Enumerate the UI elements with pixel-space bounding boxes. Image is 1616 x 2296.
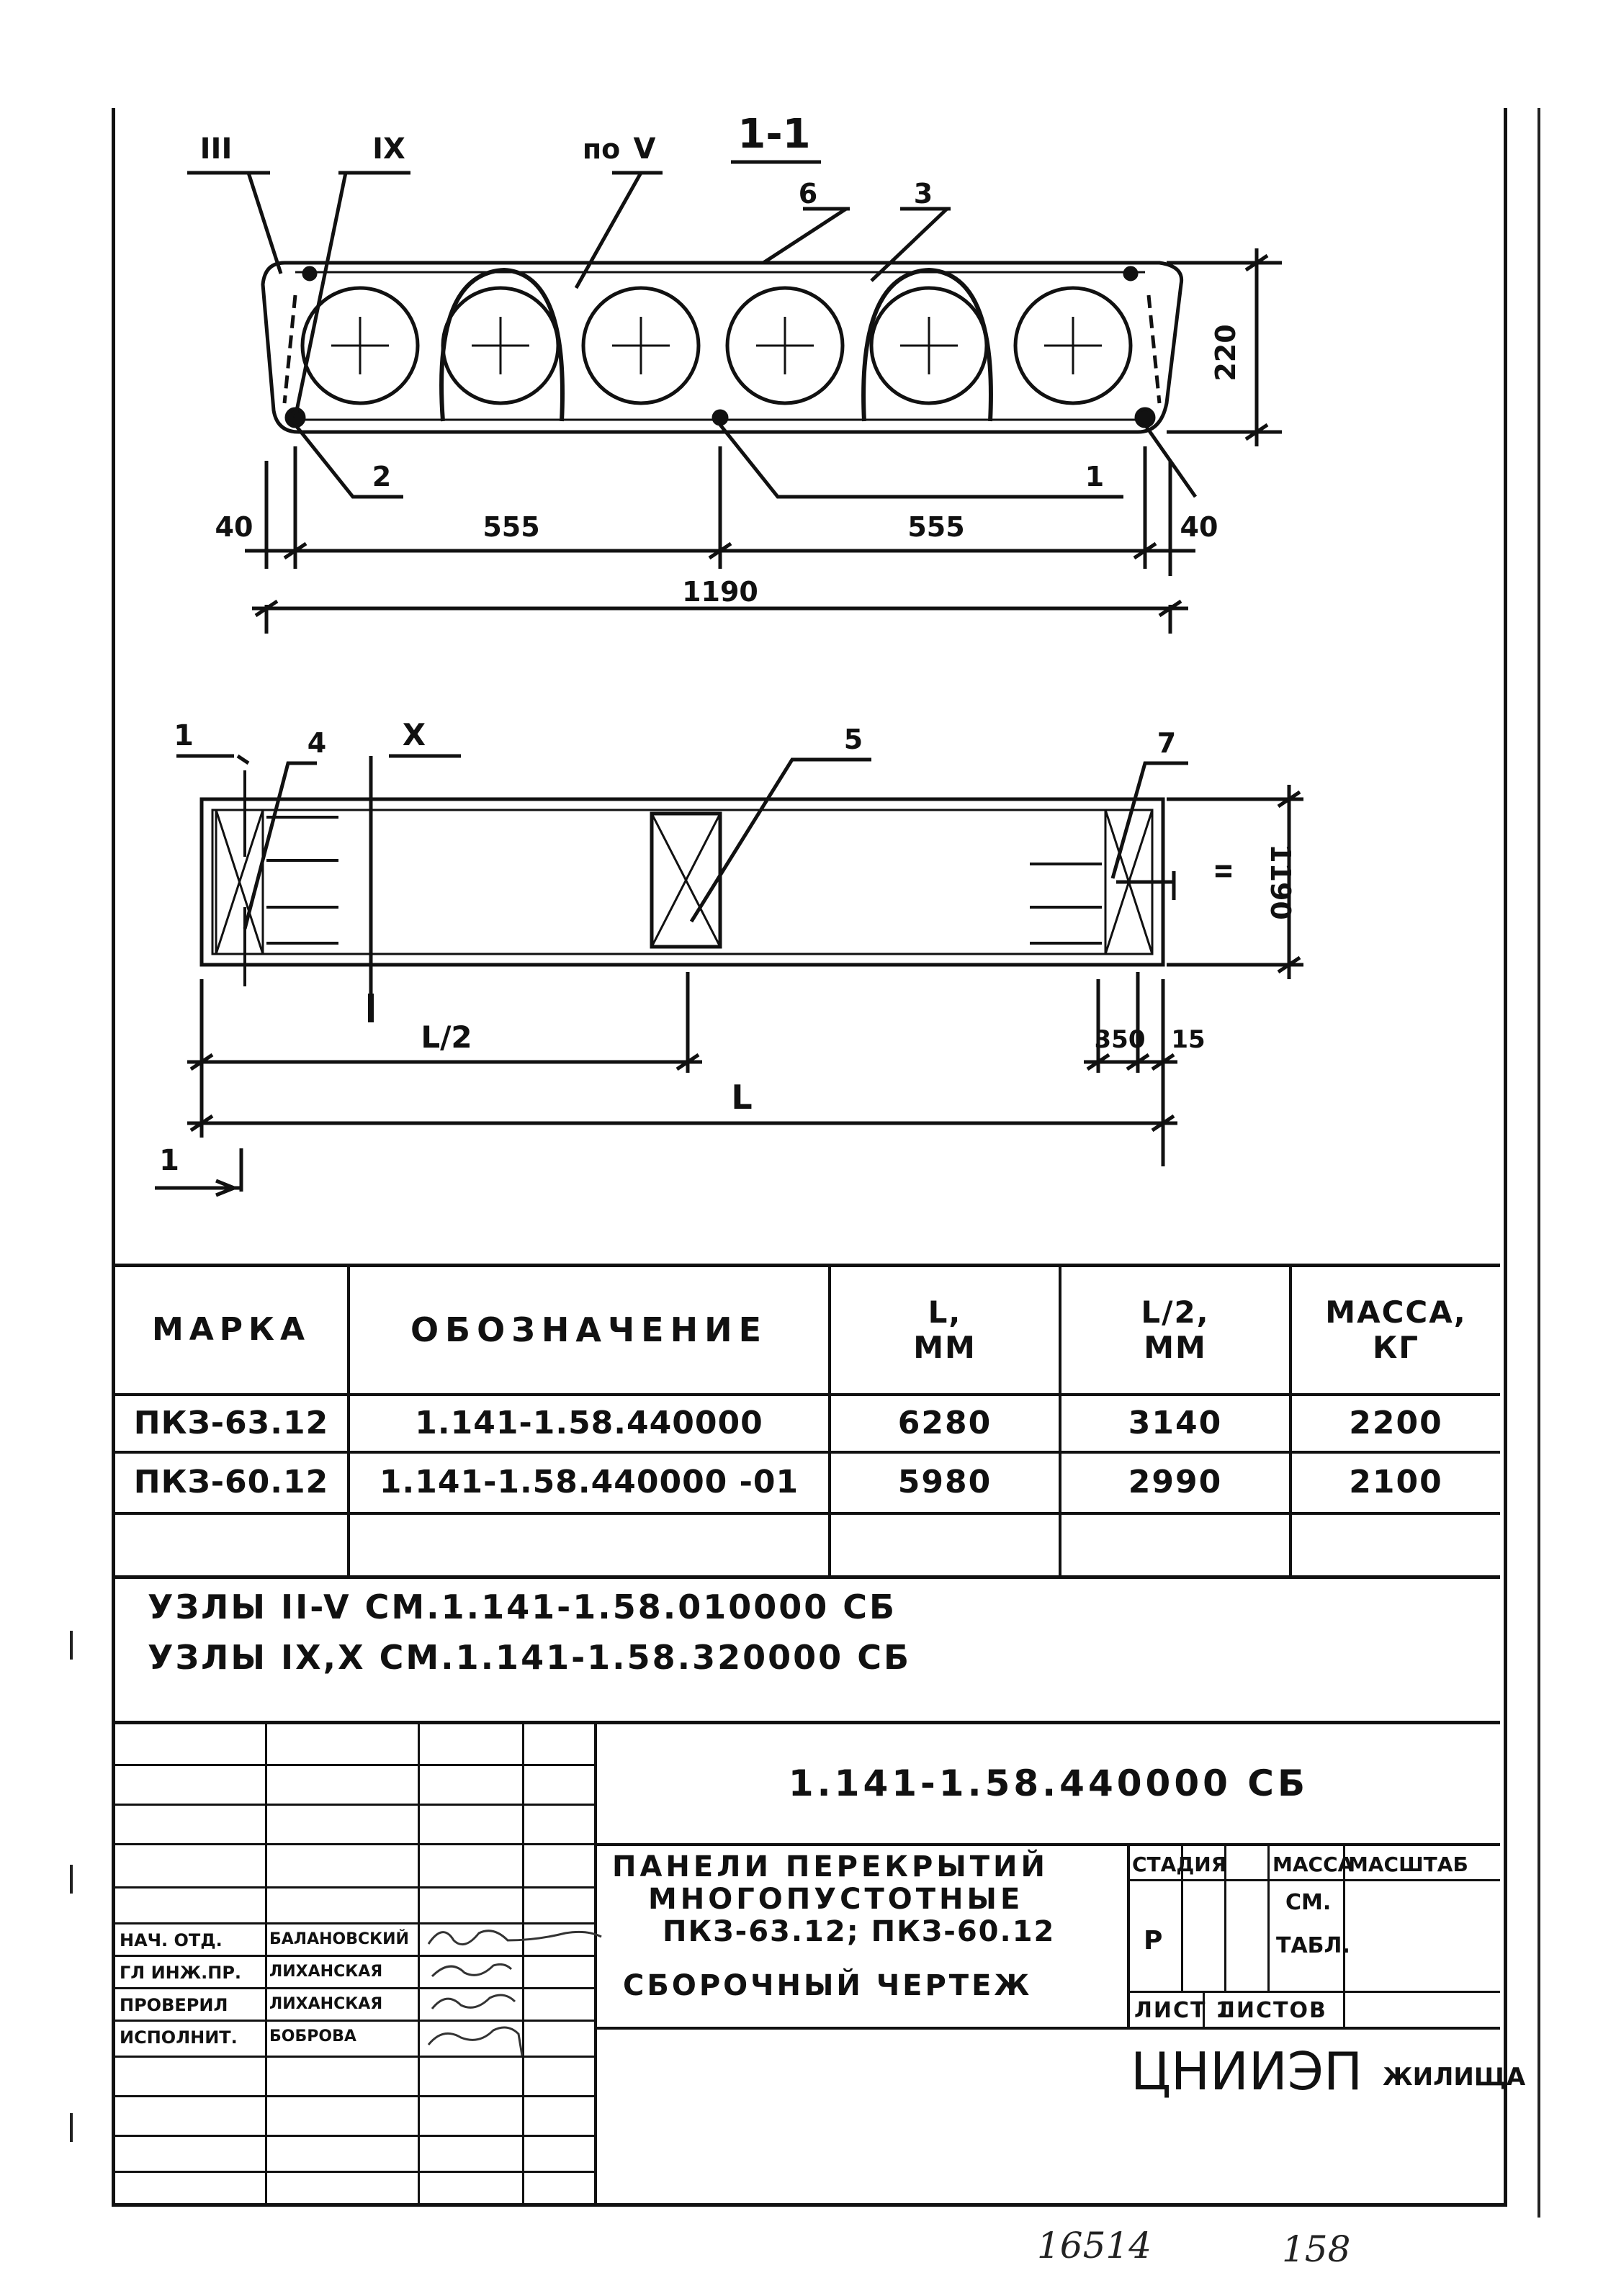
organization-suffix: ЖИЛИЩА xyxy=(1383,2063,1526,2092)
position-4-label: 4 xyxy=(307,727,327,759)
dim-plan-width: 1190 xyxy=(1265,844,1296,920)
header-half-length: L/2, ММ xyxy=(1141,1295,1210,1365)
sheets-label: ЛИСТОВ xyxy=(1217,1998,1327,2023)
title-line-4: СБОРОЧНЫЙ ЧЕРТЕЖ xyxy=(623,1969,1033,2002)
node-iii-label: III xyxy=(199,132,233,166)
node-v-prefix: по xyxy=(582,133,621,165)
cut-mark-top: 1 xyxy=(174,719,194,752)
title-block xyxy=(115,1721,1526,2207)
section-mark: 1-1 xyxy=(737,111,811,158)
page-number: 158 xyxy=(1282,2228,1351,2270)
table-cell: ПКЗ-60.12 xyxy=(133,1464,329,1501)
dim-length: L xyxy=(731,1078,753,1117)
position-1-label: 1 xyxy=(1085,461,1105,492)
staff-role: НАЧ. ОТД. xyxy=(120,1930,223,1950)
inventory-number: 16514 xyxy=(1037,2225,1152,2266)
table-cell: 3140 xyxy=(1128,1404,1223,1441)
mass-value-2: ТАБЛ. xyxy=(1276,1933,1350,1958)
mass-value-1: СМ. xyxy=(1285,1890,1332,1915)
table-cell: 2200 xyxy=(1349,1404,1443,1441)
position-5-label: 5 xyxy=(843,724,863,755)
table-cell: 2100 xyxy=(1349,1464,1443,1501)
dim-half-right: 555 xyxy=(907,511,965,543)
staff-role: ПРОВЕРИЛ xyxy=(120,1995,228,2015)
dim-end-350: 350 xyxy=(1094,1025,1146,1054)
table-cell: 1.141-1.58.440000 xyxy=(415,1404,763,1441)
stage-header: СТАДИЯ xyxy=(1132,1852,1227,1876)
staff-role: ИСПОЛНИТ. xyxy=(120,2027,238,2048)
dim-edge-left: 40 xyxy=(215,511,253,543)
cut-mark-bottom: 1 xyxy=(159,1144,179,1177)
node-ii-label: II xyxy=(1212,863,1237,880)
table-cell: 1.141-1.58.440000 -01 xyxy=(379,1464,799,1501)
node-x-label: X xyxy=(402,717,426,752)
dim-half-left: 555 xyxy=(482,511,540,543)
header-designation: ОБОЗНАЧЕНИЕ xyxy=(410,1310,768,1350)
binding-mark xyxy=(70,1631,73,1660)
binding-mark xyxy=(70,2113,73,2142)
dim-width-total: 1190 xyxy=(682,576,758,608)
dim-half-length: L/2 xyxy=(421,1019,472,1055)
organization-main: ЦНИИЭП xyxy=(1131,2041,1363,2102)
signatures xyxy=(421,1919,659,2063)
position-7-label: 7 xyxy=(1157,727,1177,759)
staff-name: ЛИХАНСКАЯ xyxy=(269,1963,383,1981)
scale-header: МАСШТАБ xyxy=(1348,1852,1468,1876)
header-mass: МАССА, КГ xyxy=(1325,1295,1467,1365)
title-line-2: МНОГОПУСТОТНЫЕ xyxy=(648,1883,1024,1916)
staff-name: БАЛАНОВСКИЙ xyxy=(269,1930,409,1948)
spec-table xyxy=(115,1264,1500,1579)
position-2-label: 2 xyxy=(372,461,392,492)
table-cell: 5980 xyxy=(897,1464,992,1501)
stage-value: Р xyxy=(1144,1926,1163,1955)
staff-name: ЛИХАНСКАЯ xyxy=(269,1995,383,2013)
position-6-label: 6 xyxy=(798,178,818,210)
table-cell: 2990 xyxy=(1128,1464,1223,1501)
document-code: 1.141-1.58.440000 СБ xyxy=(788,1762,1309,1804)
dim-height: 220 xyxy=(1210,324,1242,382)
table-cell: 6280 xyxy=(897,1404,992,1441)
note-line-2: УЗЛЫ IX,X СМ.1.141-1.58.320000 СБ xyxy=(148,1638,912,1677)
mass-header: МАССА xyxy=(1272,1852,1354,1876)
staff-name: БОБРОВА xyxy=(269,2027,356,2045)
header-length: L, ММ xyxy=(913,1295,977,1365)
header-mark: МАРКА xyxy=(151,1311,311,1349)
sheet-label: ЛИСТ 1 xyxy=(1134,1998,1232,2023)
dim-end-15: 15 xyxy=(1171,1025,1206,1054)
binding-mark xyxy=(70,1865,73,1894)
staff-role: ГЛ ИНЖ.ПР. xyxy=(120,1963,242,1983)
plan-view xyxy=(0,691,1616,1231)
table-cell: ПКЗ-63.12 xyxy=(133,1404,329,1441)
node-ix-label: IX xyxy=(372,132,405,166)
title-line-3: ПКЗ-63.12; ПКЗ-60.12 xyxy=(663,1915,1056,1948)
note-line-1: УЗЛЫ II-V СМ.1.141-1.58.010000 СБ xyxy=(148,1588,897,1626)
title-line-1: ПАНЕЛИ ПЕРЕКРЫТИЙ xyxy=(612,1850,1049,1883)
position-3-label: 3 xyxy=(913,178,933,210)
section-view xyxy=(0,0,1616,648)
dim-edge-right: 40 xyxy=(1180,511,1218,543)
node-v-label: V xyxy=(633,132,656,166)
